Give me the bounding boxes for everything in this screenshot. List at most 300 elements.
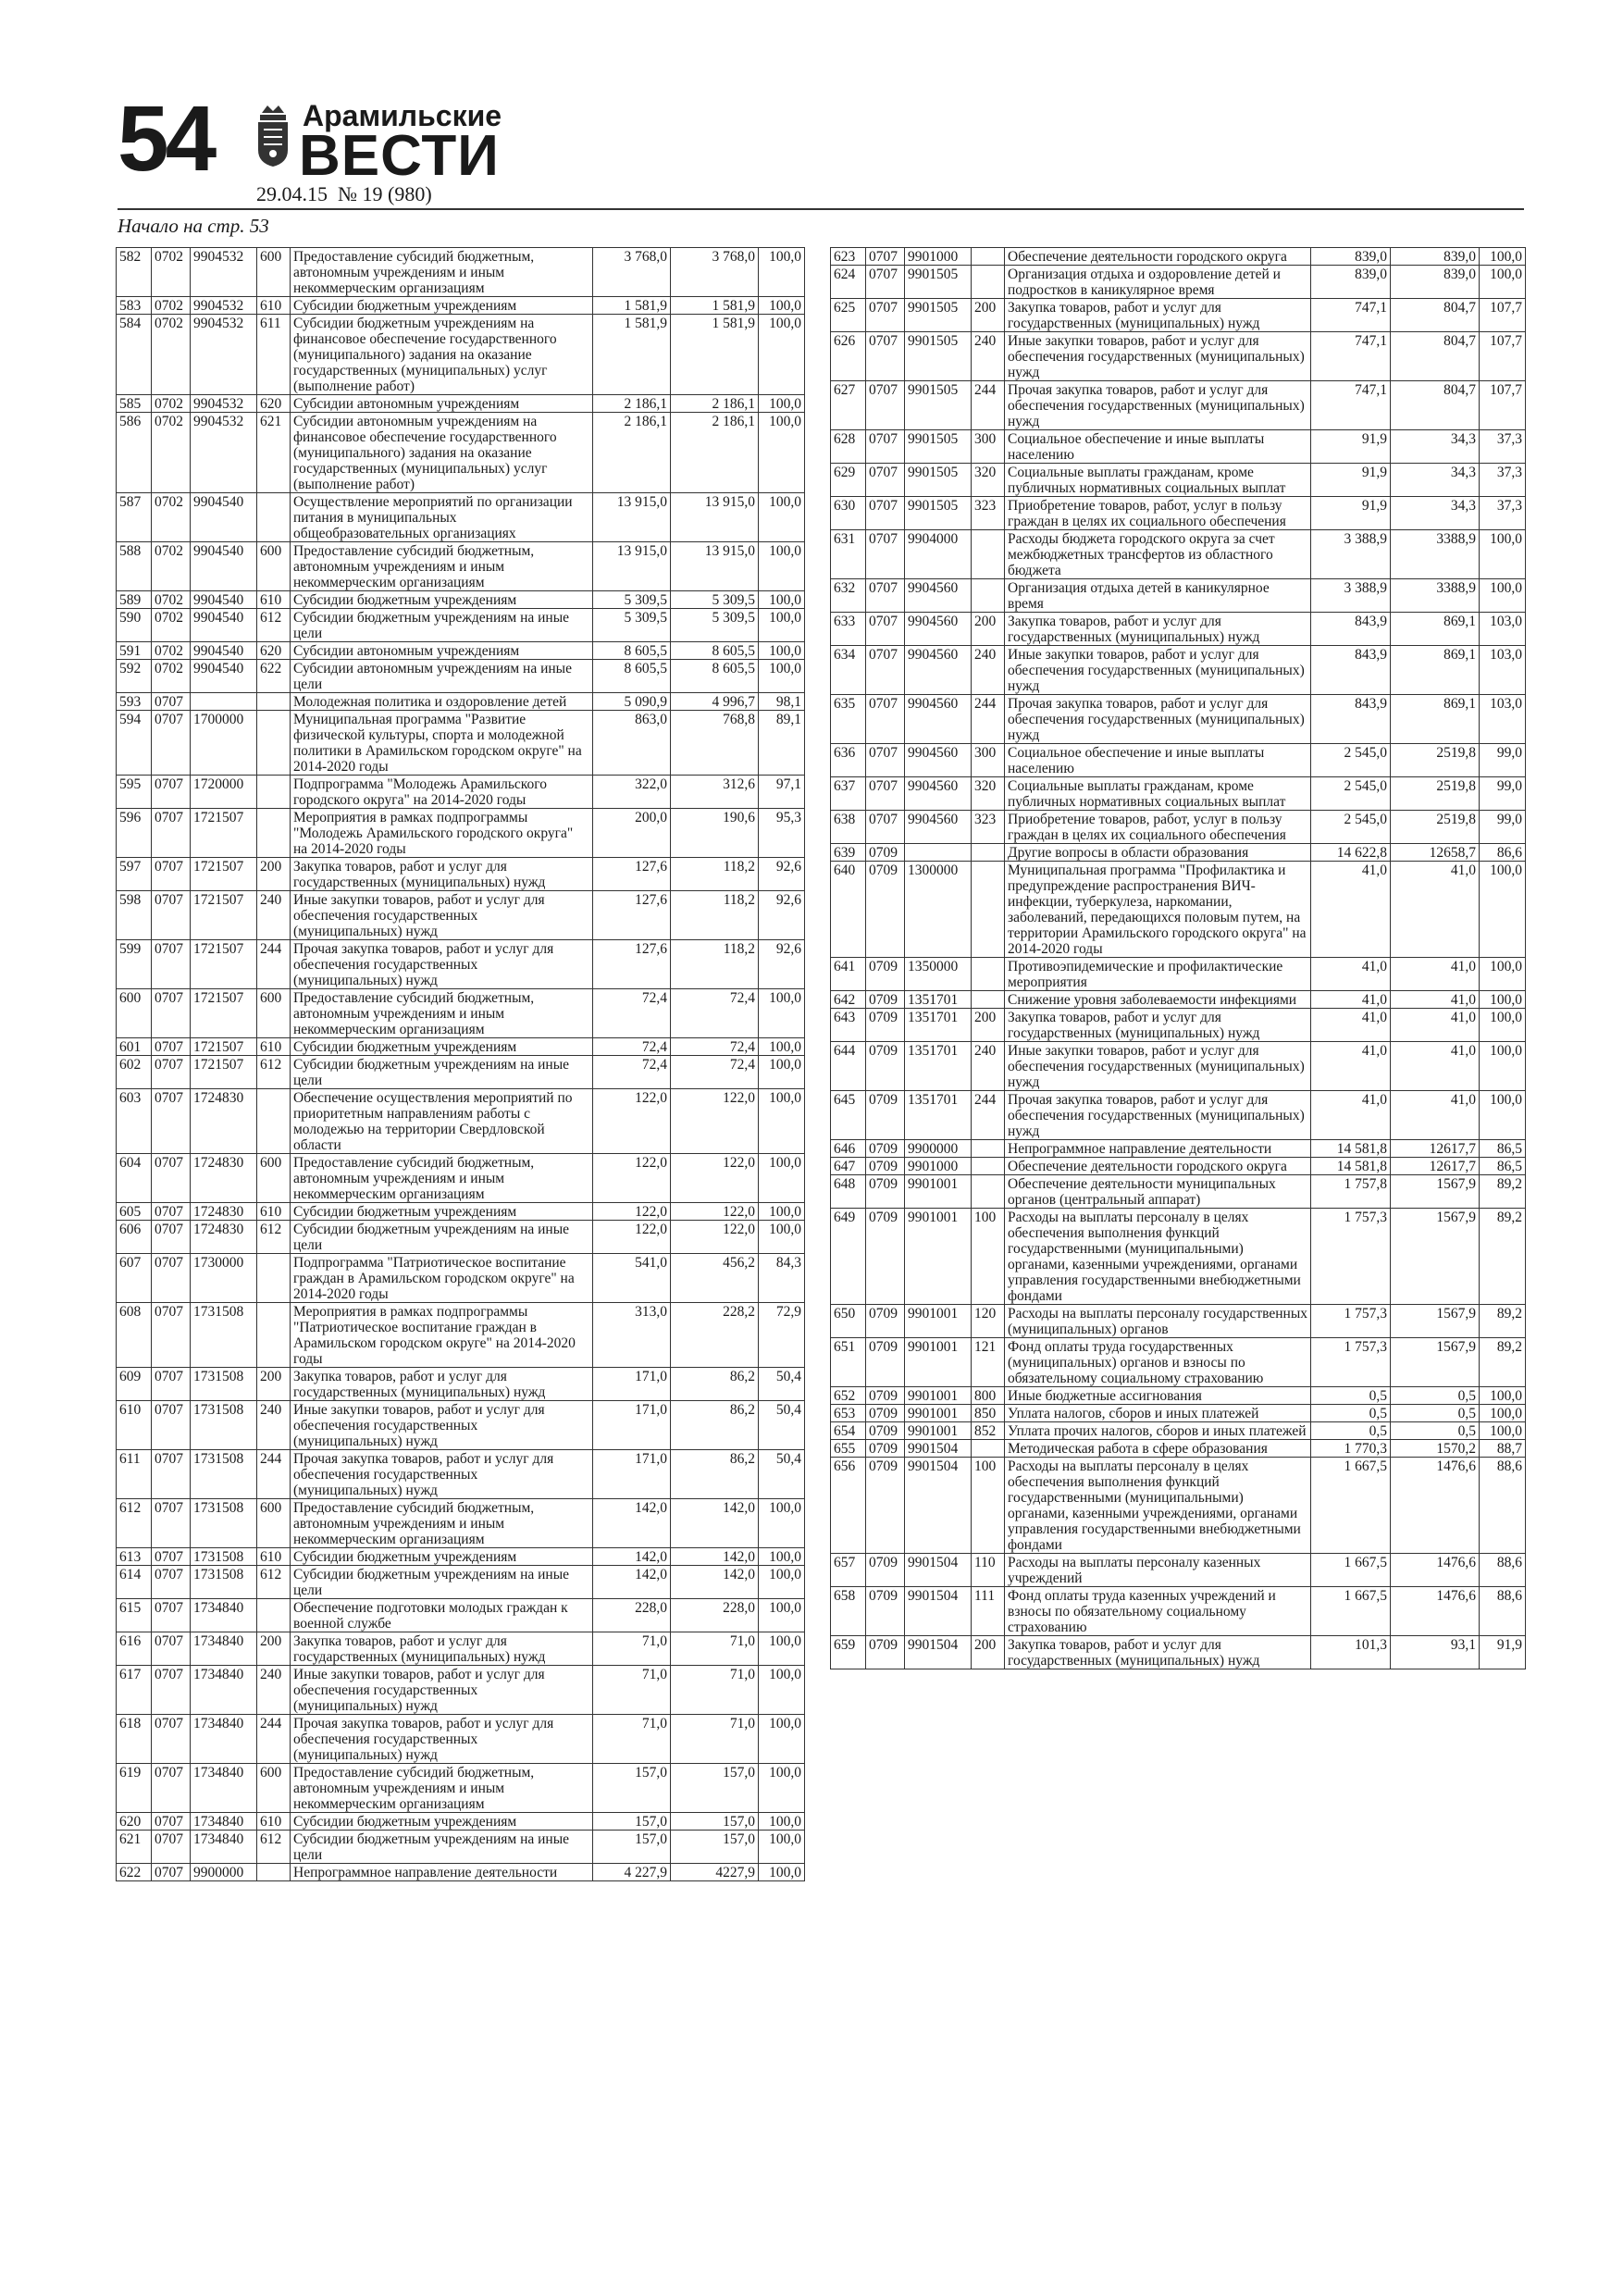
table-row — [117, 1499, 805, 1548]
target-code: 1731508 — [191, 1401, 257, 1450]
table-row — [117, 315, 805, 395]
table-row — [831, 777, 1526, 811]
item-name: Субсидии автономным учреждениям на финансовое обеспечение государственного (муниципального) задания на оказание государственных (муниципальных) услуг (выполнение работ) — [291, 413, 593, 493]
table-row — [117, 1599, 805, 1632]
target-code: 9901001 — [905, 1387, 972, 1405]
expense-type-code: 320 — [972, 464, 1005, 497]
planned-amount: 1 770,3 — [1311, 1440, 1391, 1458]
table-row — [117, 1203, 805, 1221]
percent-executed: 84,3 — [759, 1254, 805, 1303]
section-code: 0707 — [152, 1038, 191, 1056]
planned-amount: 171,0 — [593, 1401, 671, 1450]
actual-amount: 41,0 — [1391, 991, 1480, 1009]
actual-amount: 1 581,9 — [671, 297, 759, 315]
row-number: 648 — [831, 1175, 866, 1209]
table-row — [117, 1666, 805, 1715]
expense-type-code: 852 — [972, 1422, 1005, 1440]
table-row — [117, 1254, 805, 1303]
table-row — [117, 395, 805, 413]
expense-type-code: 620 — [257, 642, 291, 660]
section-code: 0707 — [152, 1599, 191, 1632]
section-code: 0707 — [152, 940, 191, 989]
actual-amount: 122,0 — [671, 1154, 759, 1203]
continuation-note: Начало на стр. 53 — [118, 215, 269, 237]
percent-executed: 97,1 — [759, 776, 805, 809]
percent-executed: 107,7 — [1480, 299, 1526, 332]
row-number: 598 — [117, 891, 152, 940]
section-code: 0707 — [152, 1254, 191, 1303]
row-number: 587 — [117, 493, 152, 542]
target-code: 9901505 — [905, 381, 972, 430]
item-name: Предоставление субсидий бюджетным, автономным учреждениям и иным некоммерческим организациям — [291, 542, 593, 591]
expense-type-code — [257, 693, 291, 711]
actual-amount: 118,2 — [671, 858, 759, 891]
row-number: 647 — [831, 1158, 866, 1175]
planned-amount: 3 388,9 — [1311, 579, 1391, 613]
row-number: 640 — [831, 862, 866, 958]
planned-amount: 41,0 — [1311, 958, 1391, 991]
table-row — [117, 1450, 805, 1499]
actual-amount: 86,2 — [671, 1401, 759, 1450]
percent-executed: 92,6 — [759, 858, 805, 891]
percent-executed: 100,0 — [1480, 1387, 1526, 1405]
percent-executed: 100,0 — [759, 1632, 805, 1666]
target-code: 1731508 — [191, 1368, 257, 1401]
planned-amount: 72,4 — [593, 989, 671, 1038]
item-name: Субсидии автономным учреждениям на иные цели — [291, 660, 593, 693]
percent-executed: 89,2 — [1480, 1338, 1526, 1387]
actual-amount: 804,7 — [1391, 381, 1480, 430]
target-code: 9904540 — [191, 609, 257, 642]
percent-executed: 37,3 — [1480, 464, 1526, 497]
expense-type-code: 244 — [972, 695, 1005, 744]
target-code: 1721507 — [191, 989, 257, 1038]
newspaper-name-main: ВЕСТИ — [299, 124, 500, 188]
newspaper-name-top: Арамильские — [303, 99, 502, 132]
target-code: 1734840 — [191, 1632, 257, 1666]
actual-amount: 41,0 — [1391, 1009, 1480, 1042]
table-row — [117, 1864, 805, 1881]
expense-type-code: 622 — [257, 660, 291, 693]
section-code: 0707 — [866, 777, 905, 811]
actual-amount: 72,4 — [671, 989, 759, 1038]
expense-type-code: 612 — [257, 609, 291, 642]
target-code: 1351701 — [905, 991, 972, 1009]
actual-amount: 1567,9 — [1391, 1175, 1480, 1209]
section-code: 0709 — [866, 1458, 905, 1554]
table-row — [117, 693, 805, 711]
row-number: 613 — [117, 1548, 152, 1566]
planned-amount: 2 545,0 — [1311, 744, 1391, 777]
planned-amount: 171,0 — [593, 1368, 671, 1401]
actual-amount: 869,1 — [1391, 695, 1480, 744]
row-number: 592 — [117, 660, 152, 693]
target-code: 9901001 — [905, 1209, 972, 1305]
target-code: 1724830 — [191, 1221, 257, 1254]
item-name: Субсидии бюджетным учреждениям — [291, 1813, 593, 1831]
row-number: 635 — [831, 695, 866, 744]
percent-executed: 100,0 — [1480, 1422, 1526, 1440]
target-code: 1730000 — [191, 1254, 257, 1303]
expense-type-code: 610 — [257, 1203, 291, 1221]
planned-amount: 0,5 — [1311, 1387, 1391, 1405]
expense-type-code — [972, 266, 1005, 299]
row-number: 657 — [831, 1554, 866, 1587]
section-code: 0702 — [152, 660, 191, 693]
actual-amount: 312,6 — [671, 776, 759, 809]
item-name: Организация отдыха детей в каникулярное время — [1005, 579, 1311, 613]
percent-executed: 100,0 — [759, 609, 805, 642]
item-name: Предоставление субсидий бюджетным, автономным учреждениям и иным некоммерческим организациям — [291, 1154, 593, 1203]
target-code: 9904540 — [191, 642, 257, 660]
target-code: 9901001 — [905, 1338, 972, 1387]
planned-amount: 2 186,1 — [593, 413, 671, 493]
percent-executed: 100,0 — [759, 542, 805, 591]
row-number: 631 — [831, 530, 866, 579]
percent-executed: 100,0 — [759, 1831, 805, 1864]
target-code: 9901505 — [905, 266, 972, 299]
row-number: 650 — [831, 1305, 866, 1338]
target-code: 1720000 — [191, 776, 257, 809]
item-name: Предоставление субсидий бюджетным, автономным учреждениям и иным некоммерческим организациям — [291, 989, 593, 1038]
table-row — [831, 1422, 1526, 1440]
planned-amount: 101,3 — [1311, 1636, 1391, 1669]
target-code: 9901504 — [905, 1458, 972, 1554]
expense-type-code: 240 — [972, 1042, 1005, 1091]
item-name: Субсидии бюджетным учреждениям — [291, 591, 593, 609]
actual-amount: 804,7 — [1391, 332, 1480, 381]
percent-executed: 100,0 — [759, 315, 805, 395]
section-code: 0707 — [152, 1715, 191, 1764]
target-code: 1734840 — [191, 1715, 257, 1764]
actual-amount: 34,3 — [1391, 430, 1480, 464]
row-number: 609 — [117, 1368, 152, 1401]
row-number: 596 — [117, 809, 152, 858]
item-name: Субсидии бюджетным учреждениям на иные цели — [291, 1831, 593, 1864]
planned-amount: 127,6 — [593, 940, 671, 989]
target-code: 1724830 — [191, 1089, 257, 1154]
item-name: Прочая закупка товаров, работ и услуг для обеспечения государственных (муниципальных) нужд — [291, 1715, 593, 1764]
row-number: 659 — [831, 1636, 866, 1669]
item-name: Расходы на выплаты персоналу в целях обеспечения выполнения функций государственными (муниципальными) органами, казенными учреждениями, органами управления государственными внебюджетными фондами — [1005, 1458, 1311, 1554]
target-code: 9901505 — [905, 299, 972, 332]
planned-amount: 1 667,5 — [1311, 1458, 1391, 1554]
item-name: Прочая закупка товаров, работ и услуг для обеспечения государственных (муниципальных) нужд — [291, 940, 593, 989]
target-code: 1721507 — [191, 891, 257, 940]
table-row — [831, 1338, 1526, 1387]
item-name: Приобретение товаров, работ, услуг в пользу граждан в целях их социального обеспечения — [1005, 811, 1311, 844]
percent-executed: 100,0 — [759, 248, 805, 297]
section-code: 0707 — [866, 248, 905, 266]
percent-executed: 100,0 — [759, 1499, 805, 1548]
item-name: Подпрограмма "Молодежь Арамильского городского округа" на 2014-2020 годы — [291, 776, 593, 809]
percent-executed: 100,0 — [1480, 1091, 1526, 1140]
expense-type-code: 612 — [257, 1831, 291, 1864]
target-code: 9904532 — [191, 413, 257, 493]
target-code: 1734840 — [191, 1666, 257, 1715]
actual-amount: 1570,2 — [1391, 1440, 1480, 1458]
planned-amount: 839,0 — [1311, 248, 1391, 266]
table-row — [831, 266, 1526, 299]
table-row — [117, 248, 805, 297]
row-number: 597 — [117, 858, 152, 891]
expense-type-code — [257, 493, 291, 542]
table-row — [831, 1458, 1526, 1554]
section-code: 0707 — [866, 381, 905, 430]
actual-amount: 0,5 — [1391, 1405, 1480, 1422]
item-name: Субсидии бюджетным учреждениям — [291, 297, 593, 315]
table-row — [831, 579, 1526, 613]
section-code: 0707 — [152, 809, 191, 858]
row-number: 636 — [831, 744, 866, 777]
planned-amount: 171,0 — [593, 1450, 671, 1499]
planned-amount: 1 667,5 — [1311, 1587, 1391, 1636]
section-code: 0707 — [866, 299, 905, 332]
expense-type-code: 610 — [257, 1813, 291, 1831]
target-code: 9904532 — [191, 395, 257, 413]
actual-amount: 122,0 — [671, 1203, 759, 1221]
percent-executed: 50,4 — [759, 1368, 805, 1401]
item-name: Социальные выплаты гражданам, кроме публичных нормативных социальных выплат — [1005, 777, 1311, 811]
target-code: 9904560 — [905, 811, 972, 844]
section-code: 0707 — [866, 266, 905, 299]
row-number: 586 — [117, 413, 152, 493]
planned-amount: 0,5 — [1311, 1422, 1391, 1440]
item-name: Мероприятия в рамках подпрограммы "Молодежь Арамильского городского округа" на 2014-2020 годы — [291, 809, 593, 858]
percent-executed: 100,0 — [1480, 248, 1526, 266]
section-code: 0707 — [152, 1221, 191, 1254]
percent-executed: 103,0 — [1480, 613, 1526, 646]
table-row — [831, 1587, 1526, 1636]
planned-amount: 863,0 — [593, 711, 671, 776]
actual-amount: 72,4 — [671, 1038, 759, 1056]
planned-amount: 91,9 — [1311, 430, 1391, 464]
table-row — [831, 646, 1526, 695]
actual-amount: 118,2 — [671, 891, 759, 940]
actual-amount: 71,0 — [671, 1632, 759, 1666]
expense-type-code: 610 — [257, 1038, 291, 1056]
expense-type-code: 240 — [972, 332, 1005, 381]
target-code — [191, 693, 257, 711]
actual-amount: 1476,6 — [1391, 1587, 1480, 1636]
percent-executed: 100,0 — [759, 989, 805, 1038]
expense-type-code: 244 — [257, 1450, 291, 1499]
item-name: Противоэпидемические и профилактические мероприятия — [1005, 958, 1311, 991]
planned-amount: 3 388,9 — [1311, 530, 1391, 579]
table-row — [117, 809, 805, 858]
item-name: Субсидии бюджетным учреждениям — [291, 1548, 593, 1566]
planned-amount: 1 667,5 — [1311, 1554, 1391, 1587]
expense-type-code — [257, 1254, 291, 1303]
planned-amount: 2 186,1 — [593, 395, 671, 413]
target-code: 9901504 — [905, 1636, 972, 1669]
percent-executed: 99,0 — [1480, 744, 1526, 777]
target-code: 9901504 — [905, 1440, 972, 1458]
table-row — [117, 1056, 805, 1089]
table-row — [117, 642, 805, 660]
expense-type-code — [257, 1303, 291, 1368]
target-code: 9904560 — [905, 695, 972, 744]
section-code: 0702 — [152, 297, 191, 315]
section-code: 0707 — [152, 1566, 191, 1599]
expense-type-code: 600 — [257, 248, 291, 297]
percent-executed: 100,0 — [759, 660, 805, 693]
row-number: 639 — [831, 844, 866, 862]
actual-amount: 122,0 — [671, 1089, 759, 1154]
section-code: 0707 — [152, 1499, 191, 1548]
row-number: 615 — [117, 1599, 152, 1632]
header-rule — [118, 208, 1524, 210]
page-number: 54 — [118, 87, 214, 191]
planned-amount: 122,0 — [593, 1221, 671, 1254]
actual-amount: 3 768,0 — [671, 248, 759, 297]
section-code: 0707 — [152, 1056, 191, 1089]
actual-amount: 768,8 — [671, 711, 759, 776]
percent-executed: 86,5 — [1480, 1140, 1526, 1158]
section-code: 0707 — [152, 776, 191, 809]
target-code: 9904000 — [905, 530, 972, 579]
table-row — [117, 413, 805, 493]
section-code: 0707 — [152, 711, 191, 776]
issue-info — [256, 183, 432, 205]
row-number: 632 — [831, 579, 866, 613]
item-name: Фонд оплаты труда казенных учреждений и взносы по обязательному социальному страхованию — [1005, 1587, 1311, 1636]
row-number: 622 — [117, 1864, 152, 1881]
target-code: 9901001 — [905, 1422, 972, 1440]
table-row — [831, 1405, 1526, 1422]
actual-amount: 41,0 — [1391, 958, 1480, 991]
row-number: 623 — [831, 248, 866, 266]
table-row — [117, 297, 805, 315]
item-name: Иные закупки товаров, работ и услуг для обеспечения государственных (муниципальных) нужд — [291, 891, 593, 940]
item-name: Расходы бюджета городского округа за счет межбюджетных трансфертов из областного бюджета — [1005, 530, 1311, 579]
section-code: 0709 — [866, 1387, 905, 1405]
item-name: Подпрограмма "Патриотическое воспитание граждан в Арамильском городском округе" на 2014-2020 годы — [291, 1254, 593, 1303]
percent-executed: 99,0 — [1480, 811, 1526, 844]
target-code: 1721507 — [191, 858, 257, 891]
item-name: Методическая работа в сфере образования — [1005, 1440, 1311, 1458]
percent-executed: 100,0 — [759, 1813, 805, 1831]
percent-executed: 92,6 — [759, 940, 805, 989]
section-code: 0709 — [866, 862, 905, 958]
target-code: 9904540 — [191, 542, 257, 591]
section-code: 0702 — [152, 493, 191, 542]
target-code: 1731508 — [191, 1450, 257, 1499]
planned-amount: 157,0 — [593, 1831, 671, 1864]
target-code: 9904532 — [191, 315, 257, 395]
actual-amount: 86,2 — [671, 1368, 759, 1401]
actual-amount: 13 915,0 — [671, 542, 759, 591]
expense-type-code: 244 — [972, 381, 1005, 430]
section-code: 0707 — [152, 1089, 191, 1154]
planned-amount: 41,0 — [1311, 1091, 1391, 1140]
issue-number: № 19 (980) — [338, 182, 432, 205]
planned-amount: 1 757,3 — [1311, 1209, 1391, 1305]
percent-executed: 100,0 — [759, 1715, 805, 1764]
expense-type-code — [257, 809, 291, 858]
planned-amount: 41,0 — [1311, 862, 1391, 958]
percent-executed: 100,0 — [759, 1566, 805, 1599]
target-code: 9904532 — [191, 248, 257, 297]
table-row — [117, 1401, 805, 1450]
row-number: 629 — [831, 464, 866, 497]
expense-type-code — [972, 1440, 1005, 1458]
percent-executed: 100,0 — [759, 591, 805, 609]
actual-amount: 804,7 — [1391, 299, 1480, 332]
section-code: 0707 — [152, 1764, 191, 1813]
target-code: 1350000 — [905, 958, 972, 991]
target-code: 1351701 — [905, 1091, 972, 1140]
target-code: 9901001 — [905, 1405, 972, 1422]
item-name: Иные закупки товаров, работ и услуг для обеспечения государственных (муниципальных) нужд — [1005, 332, 1311, 381]
target-code — [905, 844, 972, 862]
planned-amount: 322,0 — [593, 776, 671, 809]
section-code: 0709 — [866, 1440, 905, 1458]
planned-amount: 127,6 — [593, 891, 671, 940]
percent-executed: 100,0 — [759, 493, 805, 542]
percent-executed: 88,7 — [1480, 1440, 1526, 1458]
planned-amount: 71,0 — [593, 1666, 671, 1715]
row-number: 638 — [831, 811, 866, 844]
percent-executed: 91,9 — [1480, 1636, 1526, 1669]
item-name: Субсидии автономным учреждениям — [291, 642, 593, 660]
table-row — [117, 940, 805, 989]
percent-executed: 100,0 — [759, 395, 805, 413]
section-code: 0709 — [866, 1158, 905, 1175]
table-row — [831, 1009, 1526, 1042]
actual-amount: 142,0 — [671, 1499, 759, 1548]
actual-amount: 0,5 — [1391, 1422, 1480, 1440]
table-row — [831, 1042, 1526, 1091]
expense-type-code: 120 — [972, 1305, 1005, 1338]
actual-amount: 157,0 — [671, 1831, 759, 1864]
percent-executed: 89,1 — [759, 711, 805, 776]
row-number: 588 — [117, 542, 152, 591]
table-row — [117, 1303, 805, 1368]
table-row — [831, 299, 1526, 332]
actual-amount: 839,0 — [1391, 248, 1480, 266]
planned-amount: 1 581,9 — [593, 297, 671, 315]
item-name: Прочая закупка товаров, работ и услуг для обеспечения государственных (муниципальных) нужд — [1005, 381, 1311, 430]
section-code: 0702 — [152, 413, 191, 493]
planned-amount: 91,9 — [1311, 497, 1391, 530]
item-name: Предоставление субсидий бюджетным, автономным учреждениям и иным некоммерческим организациям — [291, 1499, 593, 1548]
row-number: 633 — [831, 613, 866, 646]
section-code: 0707 — [152, 1632, 191, 1666]
section-code: 0709 — [866, 1587, 905, 1636]
item-name: Расходы на выплаты персоналу государственных (муниципальных) органов — [1005, 1305, 1311, 1338]
percent-executed: 37,3 — [1480, 430, 1526, 464]
section-code: 0709 — [866, 1554, 905, 1587]
section-code: 0702 — [152, 395, 191, 413]
planned-amount: 72,4 — [593, 1038, 671, 1056]
row-number: 645 — [831, 1091, 866, 1140]
actual-amount: 72,4 — [671, 1056, 759, 1089]
actual-amount: 839,0 — [1391, 266, 1480, 299]
target-code: 9904560 — [905, 613, 972, 646]
section-code: 0702 — [152, 609, 191, 642]
percent-executed: 100,0 — [759, 1221, 805, 1254]
percent-executed: 100,0 — [1480, 579, 1526, 613]
item-name: Иные закупки товаров, работ и услуг для обеспечения государственных (муниципальных) нужд — [291, 1666, 593, 1715]
item-name: Муниципальная программа "Развитие физической культуры, спорта и молодежной политики в Арамильском городском округе" на 2014-2020 годы — [291, 711, 593, 776]
planned-amount: 5 309,5 — [593, 591, 671, 609]
actual-amount: 8 605,5 — [671, 642, 759, 660]
expense-type-code: 600 — [257, 1764, 291, 1813]
table-row — [117, 989, 805, 1038]
target-code: 1734840 — [191, 1813, 257, 1831]
section-code: 0709 — [866, 1422, 905, 1440]
